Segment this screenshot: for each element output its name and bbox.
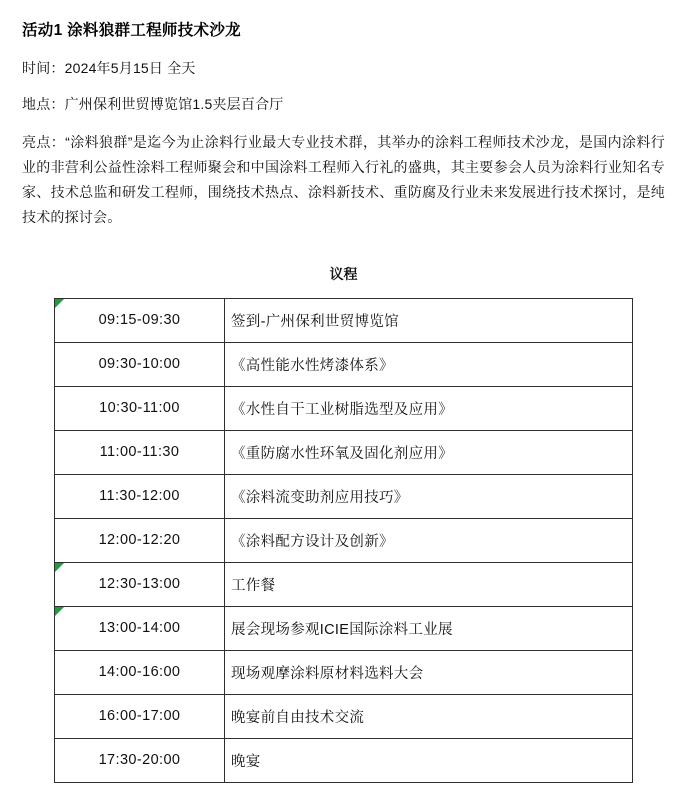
table-row [55,298,633,342]
agenda-time-cell: 14:00-16:00 [55,650,225,694]
agenda-table-body [55,298,633,782]
agenda-time-cell: 13:00-14:00 [55,606,225,650]
agenda-time-cell: 09:15-09:30 [55,298,225,342]
agenda-time-cell: 10:30-11:00 [55,386,225,430]
agenda-time-cell: 09:30-10:00 [55,342,225,386]
meta-line-time [22,58,665,78]
meta-label-location: 地点： [22,96,65,112]
agenda-table [54,298,633,783]
table-row [55,694,633,738]
agenda-topic-cell: 《涂料流变助剂应用技巧》 [225,474,633,518]
agenda-topic-cell: 晚宴前自由技术交流 [225,694,633,738]
table-row [55,562,633,606]
agenda-time-cell: 12:00-12:20 [55,518,225,562]
table-row [55,430,633,474]
agenda-topic-cell: 《重防腐水性环氧及固化剂应用》 [225,430,633,474]
table-row [55,738,633,782]
table-row [55,606,633,650]
agenda-topic-cell: 展会现场参观ICIE国际涂料工业展 [225,606,633,650]
agenda-time-cell: 11:30-12:00 [55,474,225,518]
agenda-time-cell: 16:00-17:00 [55,694,225,738]
table-row [55,474,633,518]
agenda-time-cell: 17:30-20:00 [55,738,225,782]
agenda-topic-cell: 《高性能水性烤漆体系》 [225,342,633,386]
agenda-topic-cell: 《涂料配方设计及创新》 [225,518,633,562]
table-row [55,386,633,430]
page-title: 活动1 涂料狼群工程师技术沙龙 [22,22,241,39]
agenda-time-cell: 11:00-11:30 [55,430,225,474]
agenda-topic-cell: 现场观摩涂料原材料选料大会 [225,650,633,694]
highlight-paragraph: 亮点：“涂料狼群”是迄今为止涂料行业最大专业技术群，其举办的涂料工程师技术沙龙，是国内涂料行业的非营利公益性涂料工程师聚会和中国涂料工程师入行礼的盛典，其主要参会人员为涂料行业知名专家、技术总监和研发工程师，围绕技术热点、涂料新技术、重防腐及行业未来发展进行技术探讨，是纯技术的探讨会。 [22,134,665,225]
table-row [55,342,633,386]
agenda-topic-cell: 签到-广州保利世贸博览馆 [225,298,633,342]
agenda-topic-cell: 晚宴 [225,738,633,782]
table-row [55,650,633,694]
meta-line-location [22,94,665,114]
table-row [55,518,633,562]
meta-value-location: 广州保利世贸博览馆1.5夹层百合厅 [64,96,284,112]
meta-label-time: 时间： [22,60,65,76]
agenda-time-cell: 12:30-13:00 [55,562,225,606]
agenda-topic-cell: 《水性自干工业树脂选型及应用》 [225,386,633,430]
meta-value-time: 2024年5月15日 全天 [64,60,196,76]
agenda-topic-cell: 工作餐 [225,562,633,606]
agenda-table-wrapper [22,298,665,783]
agenda-heading: 议程 [329,265,358,282]
